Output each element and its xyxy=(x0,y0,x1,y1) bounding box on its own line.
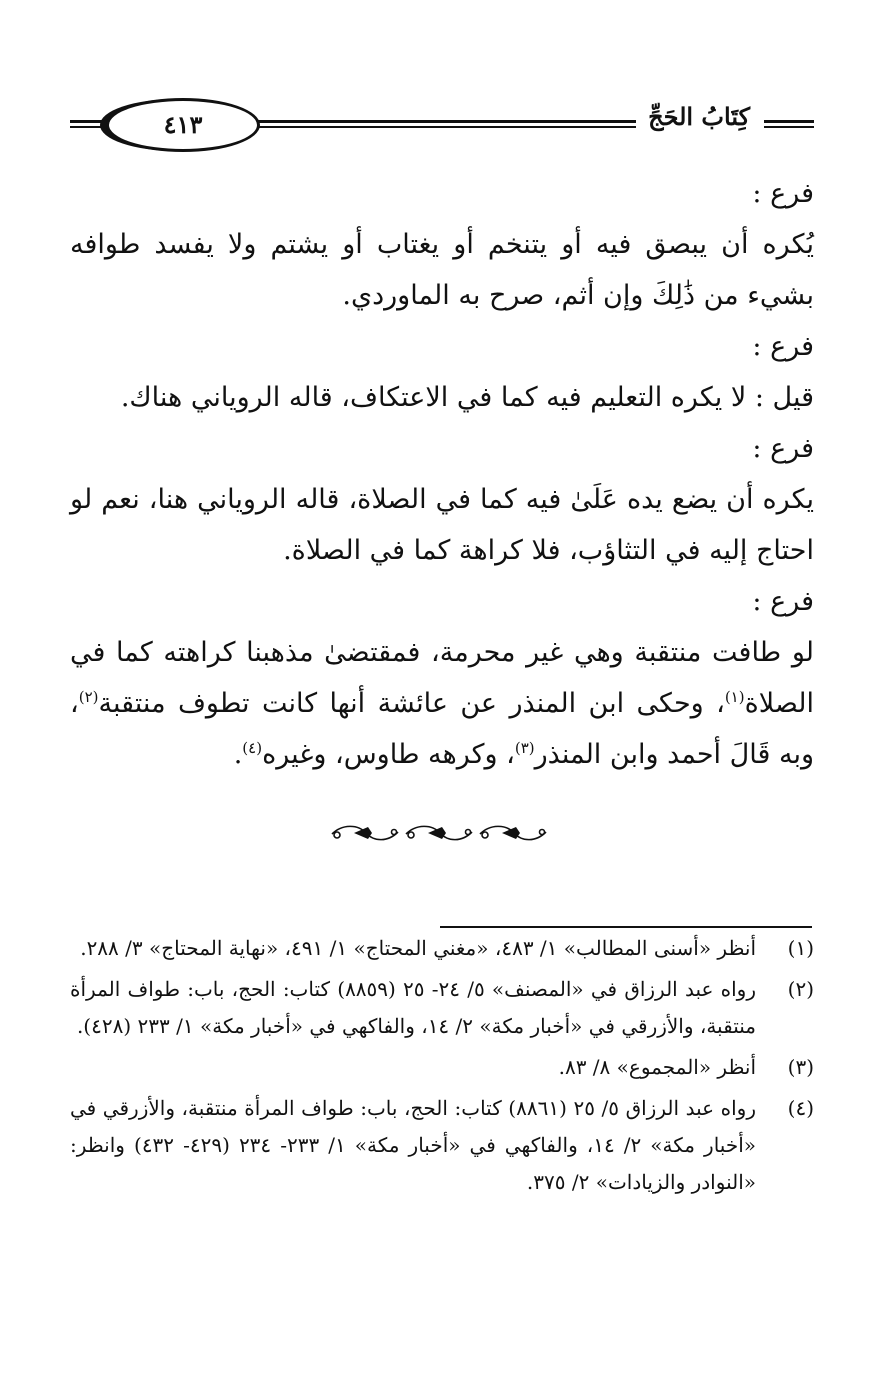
header-rule-middle xyxy=(254,120,636,123)
paragraph-text: . xyxy=(233,739,243,770)
footnote-separator xyxy=(440,926,812,928)
paragraph: يُكره أن يبصق فيه أو يتنخم أو يغتاب أو يشتم ولا يفسد طوافه بشيء من ذَٰلِكَ وإن أثم، صرح به الماوردي. xyxy=(70,229,814,311)
footnote-ref[interactable]: (١) xyxy=(724,688,745,706)
ornament-divider xyxy=(328,820,550,846)
footnote-text: رواه عبد الرزاق في «المصنف» ٥/ ٢٤- ٢٥ (٨٨٥٩) كتاب: الحج، باب: طواف المرأة منتقبة، والأزرقي في «أخبار مكة» ٢/ ١٤، والفاكهي في «أخبار مكة» ١/ ٢٣٣ (٤٢٨). xyxy=(70,977,756,1038)
section-heading: فرع : xyxy=(752,178,814,209)
paragraph: قيل : لا يكره التعليم فيه كما في الاعتكاف، قاله الروياني هناك. xyxy=(120,382,814,413)
footnote-text: رواه عبد الرزاق ٥/ ٢٥ (٨٨٦١) كتاب: الحج، باب: طواف المرأة منتقبة، والأزرقي في «أخبار مكة» ٢/ ١٤، والفاكهي في «أخبار مكة» ١/ ٢٣٣- ٢٣٤ (٤٢٩- ٤٣٢) وانظر: «النوادر والزيادات» ٢/ ٣٧٥. xyxy=(70,1096,756,1194)
paragraph-text: ، وكرهه طاوس، وغيره xyxy=(262,739,515,770)
chapter-title: كِتَابُ الحَجِّ xyxy=(648,102,750,131)
footnote-number: (٢) xyxy=(787,977,814,1001)
footnote-number: (٤) xyxy=(787,1096,814,1120)
footnote-ref[interactable]: (٤) xyxy=(242,739,263,757)
footnote-number: (٣) xyxy=(787,1055,814,1079)
header-rule-right-thin xyxy=(764,126,814,128)
footnote-ref[interactable]: (٣) xyxy=(514,739,535,757)
footnote xyxy=(70,930,814,967)
main-text xyxy=(70,168,814,780)
page-header xyxy=(70,92,814,156)
header-rule-right xyxy=(764,120,814,123)
footnote-text: أنظر «المجموع» ٨/ ٨٣. xyxy=(558,1055,756,1079)
paragraph: يكره أن يضع يده عَلَىٰ فيه كما في الصلاة، قاله الروياني هنا، نعم لو احتاج إليه في التثاؤب، فلا كراهة كما في الصلاة. xyxy=(70,484,814,566)
paragraph-with-references xyxy=(70,627,814,780)
footnote xyxy=(70,1090,814,1201)
header-rule-middle-thin xyxy=(254,126,636,128)
page-number-frame xyxy=(106,98,260,152)
header-rule-left-thin xyxy=(70,126,110,128)
footnote-number: (١) xyxy=(787,936,814,960)
paragraph-text: ، وحكى ابن المنذر عن عائشة أنها كانت تطوف منتقبة xyxy=(98,688,725,719)
footnote xyxy=(70,1049,814,1086)
footnote-ref[interactable]: (٢) xyxy=(78,688,99,706)
footnotes xyxy=(70,930,814,1205)
paragraph-text: ، وبه قَالَ أحمد وابن المنذر xyxy=(70,688,814,770)
header-rule-left xyxy=(70,120,110,123)
footnote-text: أنظر «أسنى المطالب» ١/ ٤٨٣، «مغني المحتاج» ١/ ٤٩١، «نهاية المحتاج» ٣/ ٢٨٨. xyxy=(80,936,756,960)
section-heading: فرع : xyxy=(752,331,814,362)
footnote xyxy=(70,971,814,1045)
section-heading: فرع : xyxy=(752,433,814,464)
page-number: ٤١٣ xyxy=(163,110,203,139)
section-heading: فرع : xyxy=(752,586,814,617)
paragraph-text: لو طافت منتقبة وهي غير محرمة، فمقتضىٰ مذهبنا كراهته كما في الصلاة xyxy=(70,637,814,719)
